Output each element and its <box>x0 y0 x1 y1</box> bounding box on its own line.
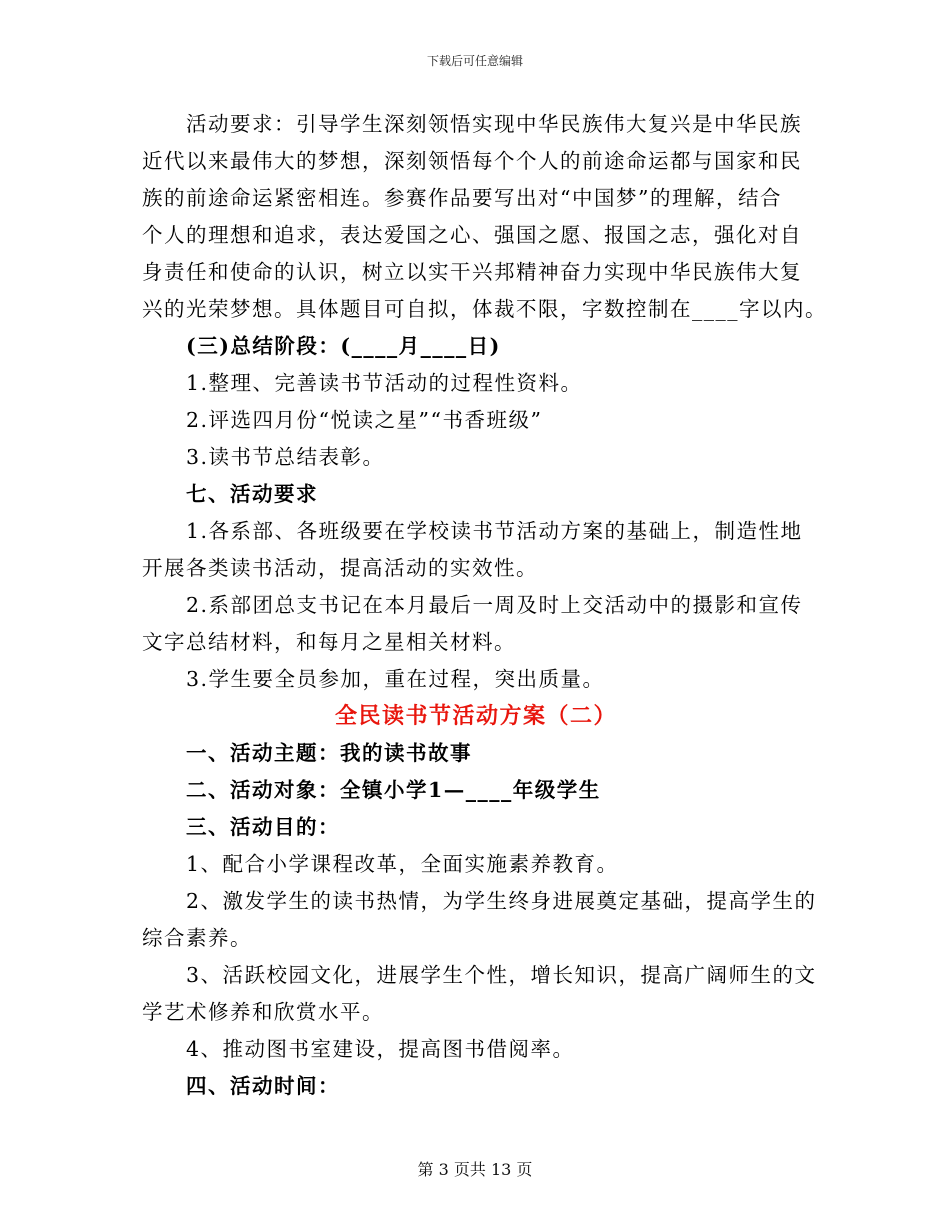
stage3-heading: (三)总结阶段：(____月____日) <box>186 334 501 358</box>
section-heading: 四、活动时间： <box>186 1074 340 1098</box>
text-line: 近代以来最伟大的梦想，深刻领悟每个个人的前途命运都与国家和民 <box>142 149 802 173</box>
section-heading: 三、活动目的： <box>186 815 340 839</box>
page-footer: 第 3 页共 13 页 <box>417 1160 533 1179</box>
activity-requirements-paragraph <box>142 106 827 328</box>
list-item: 2.系部团总支书记在本月最后一周及时上交活动中的摄影和宣传 <box>186 593 803 617</box>
document-body <box>142 106 827 1105</box>
text-line: 族的前途命运紧密相连。参赛作品要写出对“中国梦”的理解，结合 <box>142 186 782 210</box>
text-line: 活动要求：引导学生深刻领悟实现中华民族伟大复兴是中华民族 <box>186 112 802 136</box>
section-heading: 一、活动主题：我的读书故事 <box>186 741 472 765</box>
list-item: 4、推动图书室建设，提高图书借阅率。 <box>186 1037 575 1061</box>
list-item-continuation: 综合素养。 <box>142 926 252 950</box>
list-item: 1.整理、完善读书节活动的过程性资料。 <box>186 371 583 395</box>
text-line: 个人的理想和追求，表达爱国之心、强国之愿、报国之志，强化对自 <box>142 223 802 247</box>
list-item: 3、活跃校园文化，进展学生个性，增长知识，提高广阔师生的文 <box>186 963 817 987</box>
list-item: 2、激发学生的读书热情，为学生终身进展奠定基础，提高学生的 <box>186 889 817 913</box>
section-heading: 二、活动对象：全镇小学1—____年级学生 <box>186 778 601 802</box>
list-item-continuation: 开展各类读书活动，提高活动的实效性。 <box>142 556 538 580</box>
plan-title: 全民读书节活动方案（二） <box>334 703 617 729</box>
page-header: 下载后可任意编辑 <box>426 54 523 68</box>
section7-heading: 七、活动要求 <box>186 482 318 506</box>
list-item: 3.学生要全员参加，重在过程，突出质量。 <box>186 667 605 691</box>
list-item: 3.读书节总结表彰。 <box>186 445 385 469</box>
list-item-continuation: 学艺术修养和欣赏水平。 <box>142 1000 384 1024</box>
text-line: 兴的光荣梦想。具体题目可自拟，体裁不限，字数控制在____字以内。 <box>142 297 827 321</box>
list-item: 1、配合小学课程改革，全面实施素养教育。 <box>186 852 619 876</box>
text-line: 身责任和使命的认识，树立以实干兴邦精神奋力实现中华民族伟大复 <box>142 260 802 284</box>
list-item-continuation: 文字总结材料，和每月之星相关材料。 <box>142 630 516 654</box>
list-item: 1.各系部、各班级要在学校读书节活动方案的基础上，制造性地 <box>186 519 803 543</box>
list-item: 2.评选四月份“悦读之星”“书香班级” <box>186 408 543 432</box>
